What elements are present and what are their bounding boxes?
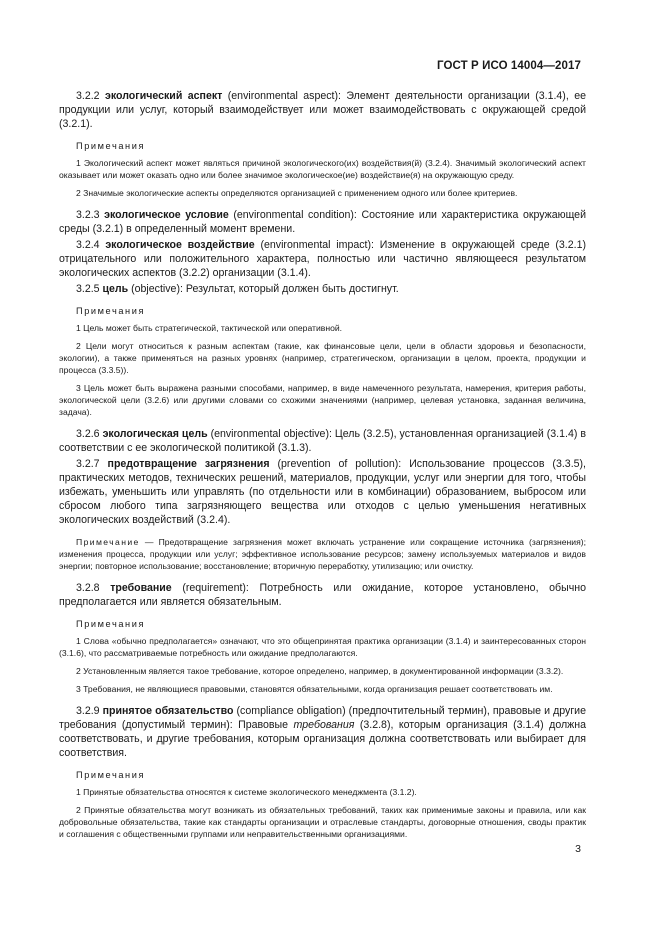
term-definition-part: (3.2.8), которым организация (3.1.4) должна соответствовать, и другие требования, которым организация должна соответствовать или выбирает для соответствия.	[59, 719, 586, 759]
term-definition: (environmental objective): Цель (3.2.5), установленная организацией (3.1.4) в соответствии с ее экологической политикой (3.1.3).	[59, 428, 586, 454]
term-number: 3.2.6	[76, 428, 100, 440]
term-3-2-7	[59, 457, 586, 527]
notes-heading: Примечания	[76, 619, 146, 629]
term-name: предотвращение загрязнения	[107, 458, 270, 470]
note: 3 Требования, не являющиеся правовыми, становятся обязательными, когда организация решает соответствовать им.	[76, 684, 553, 694]
term-number: 3.2.5	[76, 283, 100, 295]
term-definition: (prevention of pollution): Использование процессов (3.3.5), практических методов, технических решений, материалов, продукции, услуг или энергии для того, чтобы избежать, уменьшить или управлять (по отдельности или в комбинации) образованием, выбросом или сбросом любого типа загрязняющего вещества или отходов с целью уменьшения негативных экологических воздействий (3.2.4).	[59, 458, 586, 526]
note: 1 Слова «обычно предполагается» означают, что это общепринятая практика организации (3.1.4) и заинтересованных сторон (3.1.6), что рассматриваемые потребность или ожидание предполагаются.	[59, 636, 586, 658]
term-name: экологическое условие	[104, 209, 229, 221]
term-name: экологический аспект	[105, 90, 223, 102]
term-definition: (environmental impact): Изменение в окружающей среде (3.2.1) отрицательного или положительного характера, полностью или частично являющееся результатом экологических аспектов (3.2.2) организации (3.1.4).	[59, 239, 586, 279]
note: 2 Цели могут относиться к разным аспектам (такие, как финансовые цели, цели в области здоровья и безопасности, экологии), а также применяться на разных уровнях (например, стратегическом, организации в целом, проекта, продукции и процесса (3.3.5)).	[59, 341, 586, 375]
term-3-2-3	[59, 208, 586, 236]
notes-heading: Примечания	[76, 770, 146, 780]
note: 2 Установленным является такое требование, которое определено, например, в документированной информации (3.3.2).	[76, 666, 564, 676]
term-number: 3.2.9	[76, 705, 100, 717]
inline-note-text: — Предотвращение загрязнения может включать устранение или сокращение источника (загрязнения); изменения процесса, продукции или услуг; эффективное использование ресурсов; замену используемых материалов и видов энергии; повторное использование; восстановление; вторичную переработку, утилизацию; или очистку.	[59, 537, 586, 571]
term-3-2-2	[59, 89, 586, 131]
term-number: 3.2.7	[76, 458, 100, 470]
term-3-2-6	[59, 427, 586, 455]
inline-note	[59, 536, 586, 572]
term-number: 3.2.3	[76, 209, 100, 221]
term-name: экологическая цель	[102, 428, 208, 440]
term-definition: (environmental aspect): Элемент деятельности организации (3.1.4), ее продукции или услуг, который взаимодействует или может взаимодействовать с окружающей средой (3.2.1).	[59, 90, 586, 130]
term-definition: (environmental condition): Состояние или характеристика окружающей среды (3.2.1) в определенный момент времени.	[59, 209, 586, 235]
note: 2 Принятые обязательства могут возникать из обязательных требований, таких как применимые законы и правила, или как добровольные обязательства, такие как стандарты организации и отраслевые стандарты, договорные отношения, своды практик и соглашения с общественными группами или неправительственными организациями.	[59, 805, 586, 839]
notes-heading: Примечания	[76, 306, 146, 316]
term-name: принятое обязательство	[102, 705, 234, 717]
term-3-2-4	[59, 238, 586, 280]
term-3-2-5	[59, 282, 586, 296]
document-body	[59, 89, 586, 846]
term-name: цель	[102, 283, 129, 295]
term-number: 3.2.4	[76, 239, 100, 251]
note: 1 Цель может быть стратегической, тактической или оперативной.	[76, 323, 343, 333]
term-name: экологическое воздействие	[105, 239, 255, 251]
term-number: 3.2.8	[76, 582, 100, 594]
note: 2 Значимые экологические аспекты определяются организацией с применением одного или более критериев.	[76, 188, 518, 198]
page-number: 3	[575, 843, 581, 855]
inline-note-label: Примечание	[76, 537, 140, 547]
term-3-2-9	[59, 704, 586, 760]
term-definition: (objective): Результат, который должен быть достигнут.	[128, 283, 399, 295]
term-definition-emphasis: требования	[293, 719, 355, 731]
term-number: 3.2.2	[76, 90, 100, 102]
term-3-2-8	[59, 581, 586, 609]
term-definition: (requirement): Потребность или ожидание, которое установлено, обычно предполагается или является обязательным.	[59, 582, 586, 608]
term-definition-part: (compliance obligation) (предпочтительный термин), правовые и другие требования (допустимый термин): Правовые	[59, 705, 586, 731]
document-header: ГОСТ Р ИСО 14004—2017	[436, 60, 581, 72]
notes-heading: Примечания	[76, 141, 146, 151]
note: 3 Цель может быть выражена разными способами, например, в виде намеченного результата, намерения, критерия работы, экологической цели (3.2.6) или другими словами со схожими значениями (например, целевая установка, заданная величина, задача).	[59, 383, 586, 417]
term-name: требование	[110, 582, 172, 594]
note: 1 Экологический аспект может являться причиной экологического(их) воздействия(й) (3.2.4). Значимый экологический аспект оказывает или может оказать одно или более значимое экологическое(ие) воздействие(я) на окружающую среду.	[59, 158, 586, 180]
note: 1 Принятые обязательства относятся к системе экологического менеджмента (3.1.2).	[76, 787, 417, 797]
